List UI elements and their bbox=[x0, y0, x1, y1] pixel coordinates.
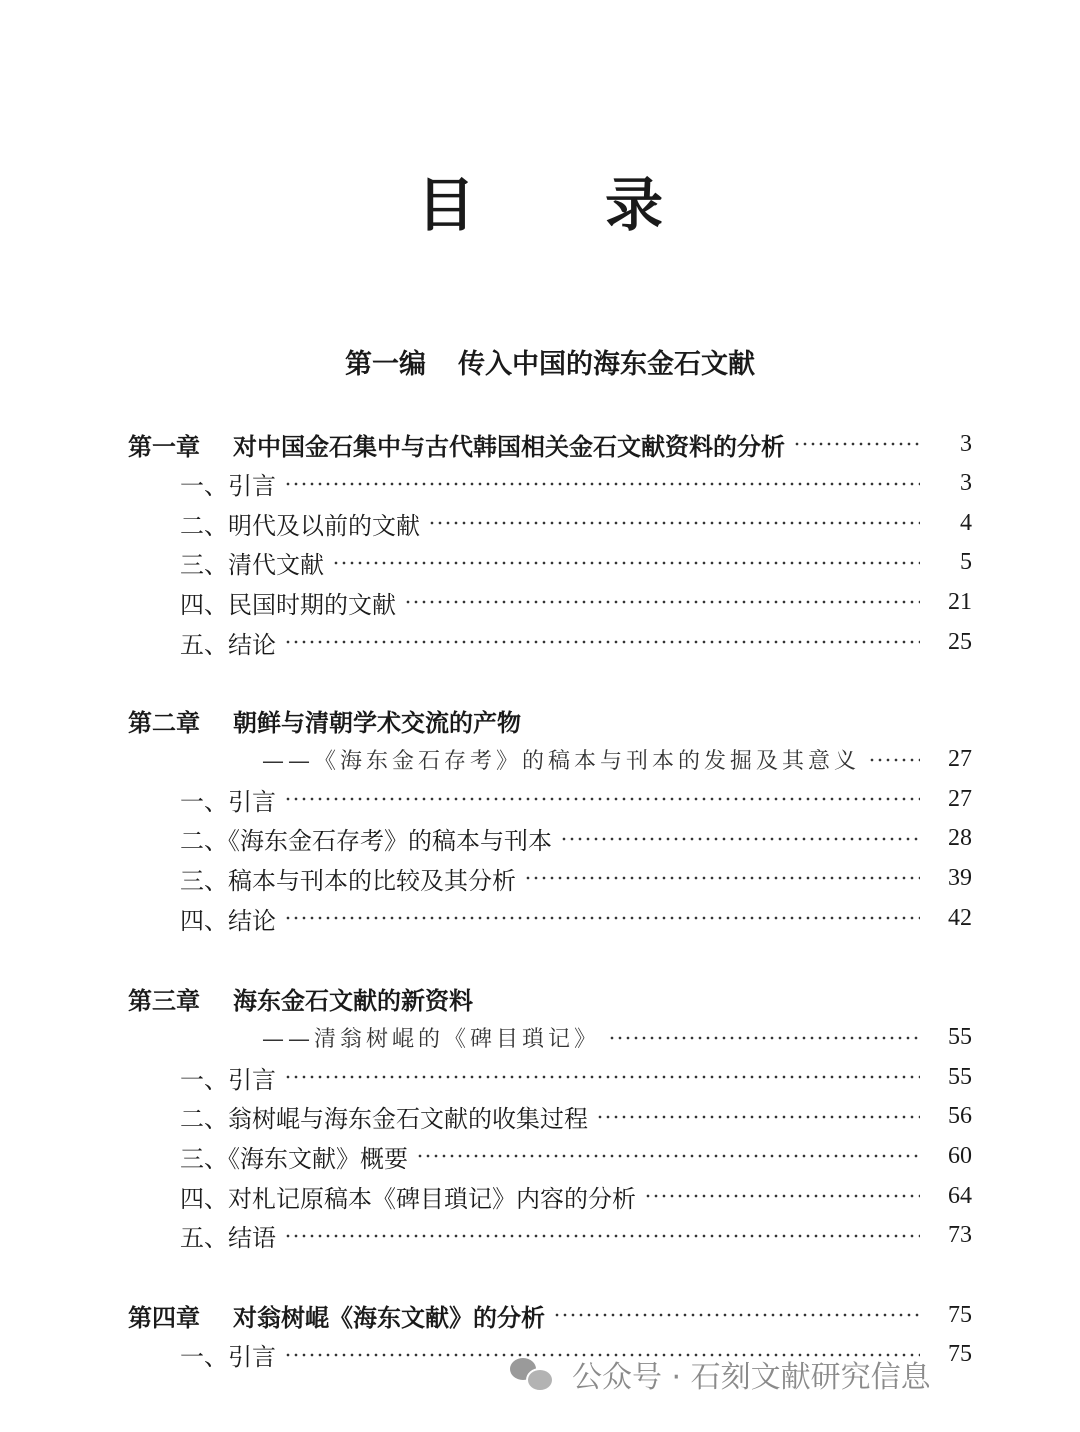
toc-section-row bbox=[0, 582, 1080, 622]
page-number: 27 bbox=[948, 785, 972, 812]
page-title: 目 录 bbox=[416, 171, 699, 239]
section-title: 一、引言 bbox=[180, 787, 276, 816]
page-number: 75 bbox=[948, 1301, 972, 1328]
page-number: 28 bbox=[948, 825, 972, 852]
chapter-subtitle: ——《海东金石存考》的稿本与刊本的发掘及其意义 bbox=[262, 749, 861, 775]
toc-section-row bbox=[0, 1216, 1080, 1256]
toc-section-row bbox=[0, 622, 1080, 662]
page-number: 55 bbox=[948, 1024, 972, 1051]
toc-section-row bbox=[0, 543, 1080, 583]
toc-section-row bbox=[0, 1057, 1080, 1097]
toc-section-row bbox=[0, 858, 1080, 898]
chapter-number: 第二章 bbox=[128, 707, 200, 737]
toc-chapter-row bbox=[0, 978, 1080, 1018]
section-title: 二、《海东金石存考》的稿本与刊本 bbox=[180, 827, 552, 856]
dot-leader bbox=[404, 600, 920, 604]
wechat-icon bbox=[510, 1356, 552, 1392]
page-number: 39 bbox=[948, 864, 972, 891]
page-number: 42 bbox=[948, 904, 972, 931]
section-title: 五、结语 bbox=[180, 1224, 276, 1253]
section-title: 三、清代文献 bbox=[180, 551, 324, 580]
dot-leader bbox=[560, 837, 920, 841]
dot-leader bbox=[553, 1313, 920, 1317]
toc-section-row bbox=[0, 898, 1080, 938]
chapter-number: 第三章 bbox=[128, 985, 200, 1015]
dot-leader bbox=[793, 442, 920, 446]
page-number: 21 bbox=[948, 588, 972, 615]
chapter-heading bbox=[0, 427, 785, 462]
dot-leader bbox=[644, 1194, 920, 1198]
chapter-number: 第四章 bbox=[128, 1302, 200, 1332]
section-title: 一、引言 bbox=[180, 1343, 276, 1372]
page-number: 3 bbox=[960, 470, 972, 497]
watermark bbox=[510, 1352, 931, 1396]
section-title: 四、对札记原稿本《碑目瑣记》内容的分析 bbox=[180, 1184, 636, 1213]
chapter-title: 对中国金石集中与古代韩国相关金石文献资料的分析 bbox=[233, 431, 785, 461]
chapter-heading bbox=[0, 981, 473, 1016]
page-number: 5 bbox=[960, 549, 972, 576]
page-number: 4 bbox=[960, 509, 972, 536]
dot-leader bbox=[284, 797, 920, 801]
page-number: 3 bbox=[960, 430, 972, 457]
toc-section-row bbox=[0, 819, 1080, 859]
page-number: 55 bbox=[948, 1063, 972, 1090]
page-number: 27 bbox=[948, 746, 972, 773]
watermark-text: 公众号 · 石刻文献研究信息 bbox=[572, 1360, 931, 1395]
dot-leader bbox=[416, 1154, 920, 1158]
dot-leader bbox=[284, 1234, 920, 1238]
dot-leader bbox=[284, 482, 920, 486]
section-title: 一、引言 bbox=[180, 472, 276, 501]
toc-section-row bbox=[0, 503, 1080, 543]
dot-leader bbox=[596, 1115, 920, 1119]
dot-leader bbox=[332, 561, 920, 565]
section-title: 四、结论 bbox=[180, 906, 276, 935]
section-title: 三、《海东文献》概要 bbox=[180, 1144, 408, 1173]
toc-chapter-row bbox=[0, 1295, 1080, 1335]
chapter-heading bbox=[0, 703, 521, 738]
chapter-subtitle: ——清翁树崐的《碑目瑣记》 bbox=[262, 1027, 601, 1053]
toc-subtitle-row bbox=[0, 740, 1080, 780]
toc-chapter-row bbox=[0, 424, 1080, 464]
page-number: 64 bbox=[948, 1182, 972, 1209]
toc-section-row bbox=[0, 1097, 1080, 1137]
toc-section-row bbox=[0, 1176, 1080, 1216]
section-title: 二、翁树崐与海东金石文献的收集过程 bbox=[180, 1105, 588, 1134]
dot-leader bbox=[284, 1075, 920, 1079]
chapter-title: 海东金石文献的新资料 bbox=[233, 985, 473, 1015]
toc-chapter-row bbox=[0, 700, 1080, 740]
part-label: 第一编 bbox=[345, 349, 426, 380]
toc-section-row bbox=[0, 464, 1080, 504]
page-number: 73 bbox=[948, 1222, 972, 1249]
dot-leader bbox=[524, 876, 920, 880]
section-title: 一、引言 bbox=[180, 1065, 276, 1094]
page-number: 56 bbox=[948, 1103, 972, 1130]
section-title: 二、明代及以前的文献 bbox=[180, 511, 420, 540]
dot-leader bbox=[428, 521, 920, 525]
toc-subtitle-row bbox=[0, 1018, 1080, 1058]
section-title: 三、稿本与刊本的比较及其分析 bbox=[180, 866, 516, 895]
part-heading bbox=[0, 340, 1080, 390]
page-number: 60 bbox=[948, 1142, 972, 1169]
dot-leader bbox=[284, 916, 920, 920]
chapter-heading bbox=[0, 1298, 545, 1333]
dot-leader bbox=[868, 758, 920, 762]
toc-section-row bbox=[0, 779, 1080, 819]
section-title: 四、民国时期的文献 bbox=[180, 590, 396, 619]
page-number: 75 bbox=[948, 1341, 972, 1368]
dot-leader bbox=[608, 1036, 920, 1040]
chapter-title: 朝鲜与清朝学术交流的产物 bbox=[233, 707, 521, 737]
part-title: 传入中国的海东金石文献 bbox=[458, 349, 755, 380]
chapter-number: 第一章 bbox=[128, 431, 200, 461]
page-number: 25 bbox=[948, 628, 972, 655]
dot-leader bbox=[284, 640, 920, 644]
section-title: 五、结论 bbox=[180, 630, 276, 659]
chapter-title: 对翁树崐《海东文献》的分析 bbox=[233, 1302, 545, 1332]
toc-section-row bbox=[0, 1136, 1080, 1176]
